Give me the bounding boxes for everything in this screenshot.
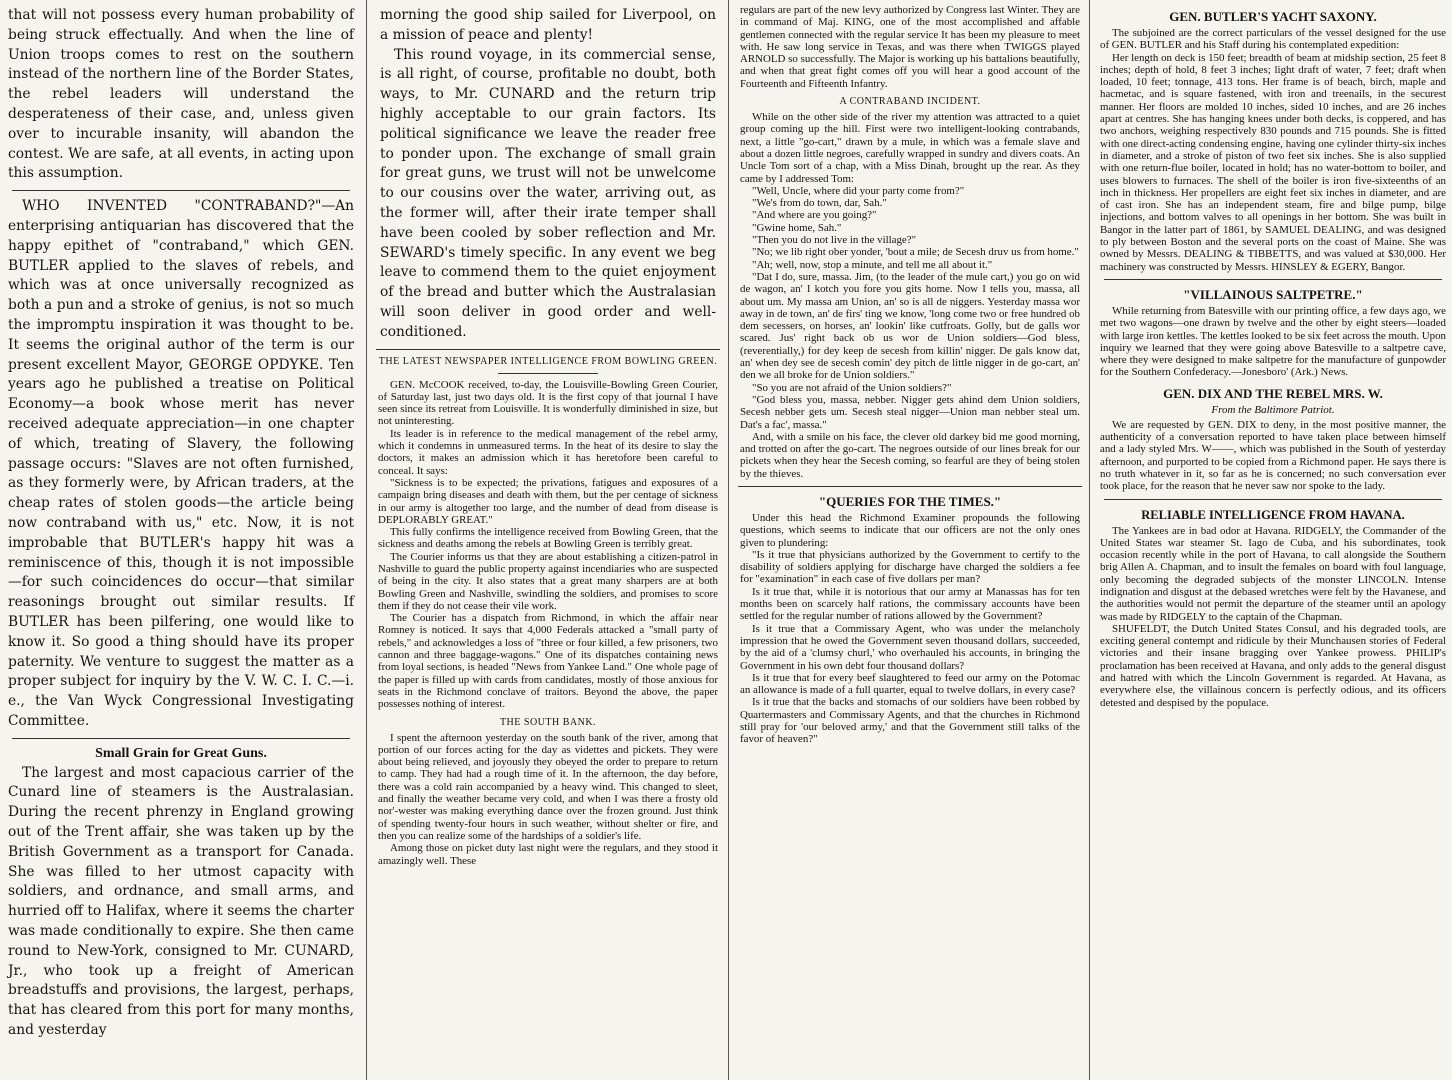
queries-headline: "QUERIES FOR THE TIMES." (818, 493, 1002, 509)
article-paragraph: While on the other side of the river my attention was attracted to a quiet group coming up the hill. First were two intelligent-looking contrabands, next, a little "go-cart," drawn by a mule, in which was a female slave and about a dozen little negroes, carefully wrapped in sundry and divers coats. An Uncle Tom sort of a chap, with a Miss Dinah, brought up the rear. As they came by I addressed Tom: (740, 111, 1080, 185)
column-divider (738, 486, 1082, 487)
article-paragraph: GEN. McCOOK received, to-day, the Louisville-Bowling Green Courier, of Saturday last, just two days old. It is the first copy of that journal I have seen since its retreat from Louisville. It is wonderfully diminished in size, but not uninteresting. (378, 378, 718, 428)
saltpetre-headline: "VILLAINOUS SALTPETRE." (1183, 286, 1363, 302)
column-rule (1089, 0, 1090, 1080)
column-divider (12, 190, 350, 191)
article-paragraph: The subjoined are the correct particulars of the vessel designed for the use of GEN. BUTLER and his Staff during his contemplated expedition: (1100, 27, 1446, 52)
column-divider (376, 349, 720, 350)
dix-source-line: From the Baltimore Patriot. (1211, 403, 1335, 416)
article-paragraph: The Courier informs us that they are about establishing a citizen-patrol in Nashville to guard the public property against incendiaries who are suspected of being in the city. It also states that a great many sharpers are at both Bowling Green and Nashville, swindling the soldiers, and promises to score them if they do not cease their vile work. (378, 550, 718, 612)
article-paragraph: Her length on deck is 150 feet; breadth of beam at midship section, 25 feet 8 inches; depth of hold, 8 feet 3 inches; light draft of water, 7 feet; draft when loaded, 10 feet; tonnage, 413 tons. Her frame is of beach, birch, maple and hacmetac, and is square fastened, with iron and treenails, in the securest manner. Her floors are molded 10 inches, sided 10 inches, and are 26 inches apart at centres. She has hanging knees under both decks, is coppered, and has two anchors, weighing respectively 830 pounds and 715 pounds. She is fitted with one direct-acting condensing engine, having one cylinder thirty-six inches in diameter, and a stroke of piston of two feet six inches. She is also supplied with one return-flue boiler, located in hold; has no water-bottom to boiler, and uses blowers to furnaces. The shell of the boiler is iron five-sixteenths of an inch in thickness. Her propellers are eight feet six inches in diameter, and are of cast iron. She has an independent steam, fire and bilge pump, bilge injections, and bottom valves to all openings in her bottom. She was built in Bangor in the latter part of 1861, by SAMUEL DEALING, and was designed to ply between Boston and the several ports on the coast of Maine. She was owned by Messrs. DEALING & TIBBETTS, and was valued at $30,000. Her machinery was constructed by Messrs. HINSLEY & EGERY, Bangor. (1100, 51, 1446, 273)
column-divider (1104, 279, 1442, 280)
article-paragraph: Among those on picket duty last night were the regulars, and they stood it amazingly well. These (378, 842, 718, 867)
article-paragraph: We are requested by GEN. DIX to deny, in the most positive manner, the authenticity of a conversation reported to have taken place between himself and a lady styled Mrs. W——, which was published in the South of yesterday afternoon, and purported to be copied from a Richmond paper. He says there is no truth whatever in it, so far as he is concerned; no such conversation ever took place, for the reason that he never saw nor spoke to the lady. (1100, 418, 1446, 493)
dialogue-line: "And where are you going?" (752, 209, 877, 222)
column-rule (728, 0, 729, 1080)
havana-headline: RELIABLE INTELLIGENCE FROM HAVANA. (1141, 507, 1405, 522)
article-paragraph: The Yankees are in bad odor at Havana. RIDGELY, the Commander of the United States war steamer St. Iago de Cuba, and his subordinates, took occasion recently while in the port of Havana, to call alongside the Southern brig Allen A. Chapman, and to insult the females on board with foul language, only becoming the degraded subjects of the monster LINCOLN. Intense indignation and disgust at the debased wretches were felt by the Havanese, and the authorities would not permit the departure of the steamer until an apology was made by RIDGELY to the captain of the Chapman. (1100, 524, 1446, 623)
query-item: Is it true that, while it is notorious that our army at Manassas has for ten months been on scarcely half rations, the commissary accounts have been settled for the regular number of rations allowed by the Government? (740, 585, 1080, 623)
short-divider (498, 373, 598, 374)
small-grain-article: The largest and most capacious carrier of the Cunard line of steamers is the Australasian. During the recent phrenzy in England growing out of the Trent affair, she was taken up by the British Government as a transport for Canada. She was filled to her utmost capacity with soldiers, and ordnance, and small arms, and hurried off to Halifax, where it seems the charter was made conditionally to expire. She then came round to New-York, consigned to Mr. CUNARD, Jr., who took up a freight of American breadstuffs and provisions, the largest, perhaps, that has cleared from this port for many months, and yesterday (8, 764, 354, 1039)
dialogue-line: "Ah; well, now, stop a minute, and tell me all about it." (752, 258, 993, 271)
query-item: "Is it true that physicians authorized by the Government to certify to the disability of soldiers applying for discharge have charged the soldiers a fee for "examination" in each case of five dollars per man? (740, 548, 1080, 586)
south-bank-subheading: THE SOUTH BANK. (499, 716, 597, 728)
article-paragraph: Under this head the Richmond Examiner propounds the following questions, which seems to indicate that our officers are not the only ones given to plundering: (740, 511, 1080, 549)
column-4 (1094, 0, 1452, 1080)
article-paragraph: The Courier has a dispatch from Richmond, in which the affair near Romney is noticed. It says that 4,000 Federals attacked a "small party of rebels," and acknowledges a loss of "three or four killed, a few prisoners, two cannon and three baggage-wagons." One of its dispatches containing news from loyal sections, is headed "News from Yankee Land." One whole page of the paper is filled up with cards from candidates, mostly of those anxious for seats in the Richmond conclave of traitors. Beyond the above, the paper possesses nothing of interest. (378, 612, 718, 711)
article-paragraph: that will not possess every human probability of being struck effectually. And when the line of Union troops comes to rest on the southern instead of the northern line of the Border States, the rebel leaders will understand the desperateness of their case, and, unless given over to incurable insanity, will abandon the contest. We are safe, at all events, in acting upon this assumption. (8, 7, 354, 182)
article-paragraph: regulars are part of the new levy authorized by Congress last Winter. They are in command of Maj. KING, one of the most accomplished and affable gentlemen connected with the regular service It has been my pleasure to meet with. He saw long service in Texas, and was there when TWIGGS played ARNOLD so successfully. The Major is working up his battalions beautifully, and when that great fight comes off you will hear a good account of the Fourteenth and Fifteenth Infantry. (740, 4, 1080, 90)
article-paragraph: SHUFELDT, the Dutch United States Consul, and his degraded tools, are exciting general contempt and ridicule by their Munchausen stories of Federal victories and their insane bragging over Yankee prowess. PHILIP's proclamation has been received at Havana, and only adds to the general disgust and hatred with which the Lincoln Government is regarded. At Havana, as everywhere else, the villainous concern is perfectly odious, and its officers detested and despised by the populace. (1100, 622, 1446, 709)
article-paragraph: This fully confirms the intelligence received from Bowling Green, that the sickness and deaths among the rebels at Bowling Green is terribly great. (378, 526, 718, 551)
dialogue-line: "We's from do town, dar, Sah." (752, 197, 887, 210)
article-paragraph: Its leader is in reference to the medical management of the rebel army, which it condemns in unmeasured terms. In the heat of its desire to slay the doctors, it makes an admission which it has heretofore been careful to conceal. It says: (378, 427, 718, 477)
article-paragraph: While returning from Batesville with our printing office, a few days ago, we met two wagons—one drawn by twelve and the other by eight steers—loaded with large iron kettles. The kettles looked to be six feet across the mouth. Upon inquiry we learned that they were going above Batesville to a saltpetre cave, where they were designed to make saltpetre for the manufacture of gunpowder for the Southern Confederacy.—Jonesboro' (Ark.) News. (1100, 304, 1446, 379)
dialogue-line: "So you are not afraid of the Union soldiers?" (752, 381, 952, 394)
article-paragraph: morning the good ship sailed for Liverpool, on a mission of peace and plenty! (380, 7, 716, 43)
column-3 (734, 0, 1086, 1080)
latest-intelligence-headline: THE LATEST NEWSPAPER INTELLIGENCE FROM BOWLING GREEN. (378, 355, 718, 367)
dialogue-line: "God bless you, massa, nebber. Nigger gets ahind dem Union soldiers, Secesh nebber gets um. Secesh steal nigger—Union man nebber steal um. Dat's a fac', massa." (740, 393, 1080, 431)
dialogue-line: "Well, Uncle, where did your party come from?" (752, 184, 965, 197)
column-divider (1104, 499, 1442, 500)
contraband-article: WHO INVENTED "CONTRABAND?"—An enterprising antiquarian has discovered that the happy epithet of "contraband," which GEN. BUTLER applied to the slaves of rebels, and which was at once universally recognized as both a pun and a stroke of genius, is not so much the impromptu inspiration it was thought to be. It seems the original author of the term is our present excellent Mayor, GEORGE OPDYKE. Ten years ago he published a treatise on Political Economy—a book whose merit has never received adequate appreciation—in one chapter of which, treating of Slavery, the following passage occurs: "Slaves are not often furnished, as they formerly were, by African traders, at the cheap rates of stolen goods—the article being now contraband with us," etc. Now, it is not improbable that BUTLER's happy hit was a reminiscence of this, though it is not impossible—for such coincidences do occur—that similar reasonings brought out similar results. If BUTLER has been pilfering, one would like to know it. So good a thing should have its proper paternity. We venture to suggest the matter as a proper subject for inquiry by the V. W. C. I. C.—i. e., the Van Wyck Congressional Investigating Committee. (8, 198, 354, 729)
dialogue-line: "Then you do not live in the village?" (752, 234, 917, 247)
article-paragraph: And, with a smile on his face, the clever old darkey bid me good morning, and trotted on after the go-cart. The negroes outside of our lines break for our pickets when they hear the Secesh coming, so fearful are they of being stolen by the thieves. (740, 430, 1080, 480)
contraband-incident-subheading: A CONTRABAND INCIDENT. (839, 96, 981, 108)
query-item: Is it true that the backs and stomachs of our soldiers have been robbed by Quartermasters and Commissary Agents, and that the churches in Richmond still pray for 'our beloved army,' and that the Government still talks of the favor of heaven?" (740, 696, 1080, 746)
yacht-headline: GEN. BUTLER'S YACHT SAXONY. (1169, 9, 1377, 24)
small-grain-headline: Small Grain for Great Guns. (95, 745, 267, 761)
article-paragraph: I spent the afternoon yesterday on the south bank of the river, among that portion of our forces acting for the day as videttes and pickets. They were about being relieved, and joyously they obeyed the order to prepare to return to camp. They had had a rough time of it. In the afternoon, the day before, there was a cold rain accompanied by a heavy wind. This changed to sleet, and finally the weather became very cold, and when I was there a frosty old nor'-wester was making everything dance over the frozen ground. Just think of spending twenty-four hours in such weather, without shelter or fire, and then you can realize some of the hardships of a soldier's life. (378, 731, 718, 842)
column-divider (12, 738, 350, 739)
column-rule (366, 0, 367, 1080)
article-quote: "Sickness is to be expected; the privations, fatigues and exposures of a campaign bring diseases and death with them, but the per centage of sickness in our army is altogether too large, and the number of dead from disease is DEPLORABLY GREAT." (378, 476, 718, 526)
dialogue-line: "Dat I do, sure, massa. Jim, (to the leader of the mule cart,) you go on wid de wagon, an' I kotch you fore you gits home. Now I tells you, massa, all about um. My massa am Union, an' so is all de niggers. Yesterday massa wor away in de town, an' de firs' ting we know, 'long come two or free hundred ob dem secessers, on horses, an' lookin' like cutfroats. Golly, but de galls wor scared. Jus' right back ob us wor de Union soldiers—God bless, (reverentially,) for dey keep de secesh from killin' nigger. De gals know dat, an' when dey see de secesh comin' dey pitch de little nigger in de go-cart, an' den we all broke for de Union soldiers." (740, 270, 1080, 382)
dialogue-line: "Gwine home, Sah." (752, 221, 842, 234)
query-item: Is it true that a Commissary Agent, who was under the melancholy impression that he owed the Government seven thousand dollars, succeeded, by the aid of a 'clumsy churl,' who overhauled his accounts, in bringing the Government in his own debt four thousand dollars? (740, 622, 1080, 672)
dialogue-line: "No; we lib right ober yonder, 'bout a mile; de Secesh druv us from home." (752, 246, 1079, 259)
article-paragraph: This round voyage, in its commercial sense, is all right, of course, profitable no doubt, both ways, to Mr. CUNARD and the return trip highly acceptable to our grain factors. Its political significance we leave the reader free to ponder upon. The exchange of small grain for great guns, we trust will not be unwelcome to our cousins over the water, arriving out, as the former will, after their irate temper shall have been cooled by sober reflection and Mr. SEWARD's timely specific. In any event we beg leave to commend them to the quiet enjoyment of the bread and butter which the Australasian will soon deliver in good order and well-conditioned. (380, 46, 716, 340)
query-item: Is it true that for every beef slaughtered to feed our army on the Potomac an allowance is made of a full quarter, equal to twelve dollars, in every case? (740, 671, 1080, 697)
column-1 (0, 0, 362, 1080)
column-2 (372, 0, 724, 1080)
dix-headline: GEN. DIX AND THE REBEL MRS. W. (1163, 385, 1383, 401)
